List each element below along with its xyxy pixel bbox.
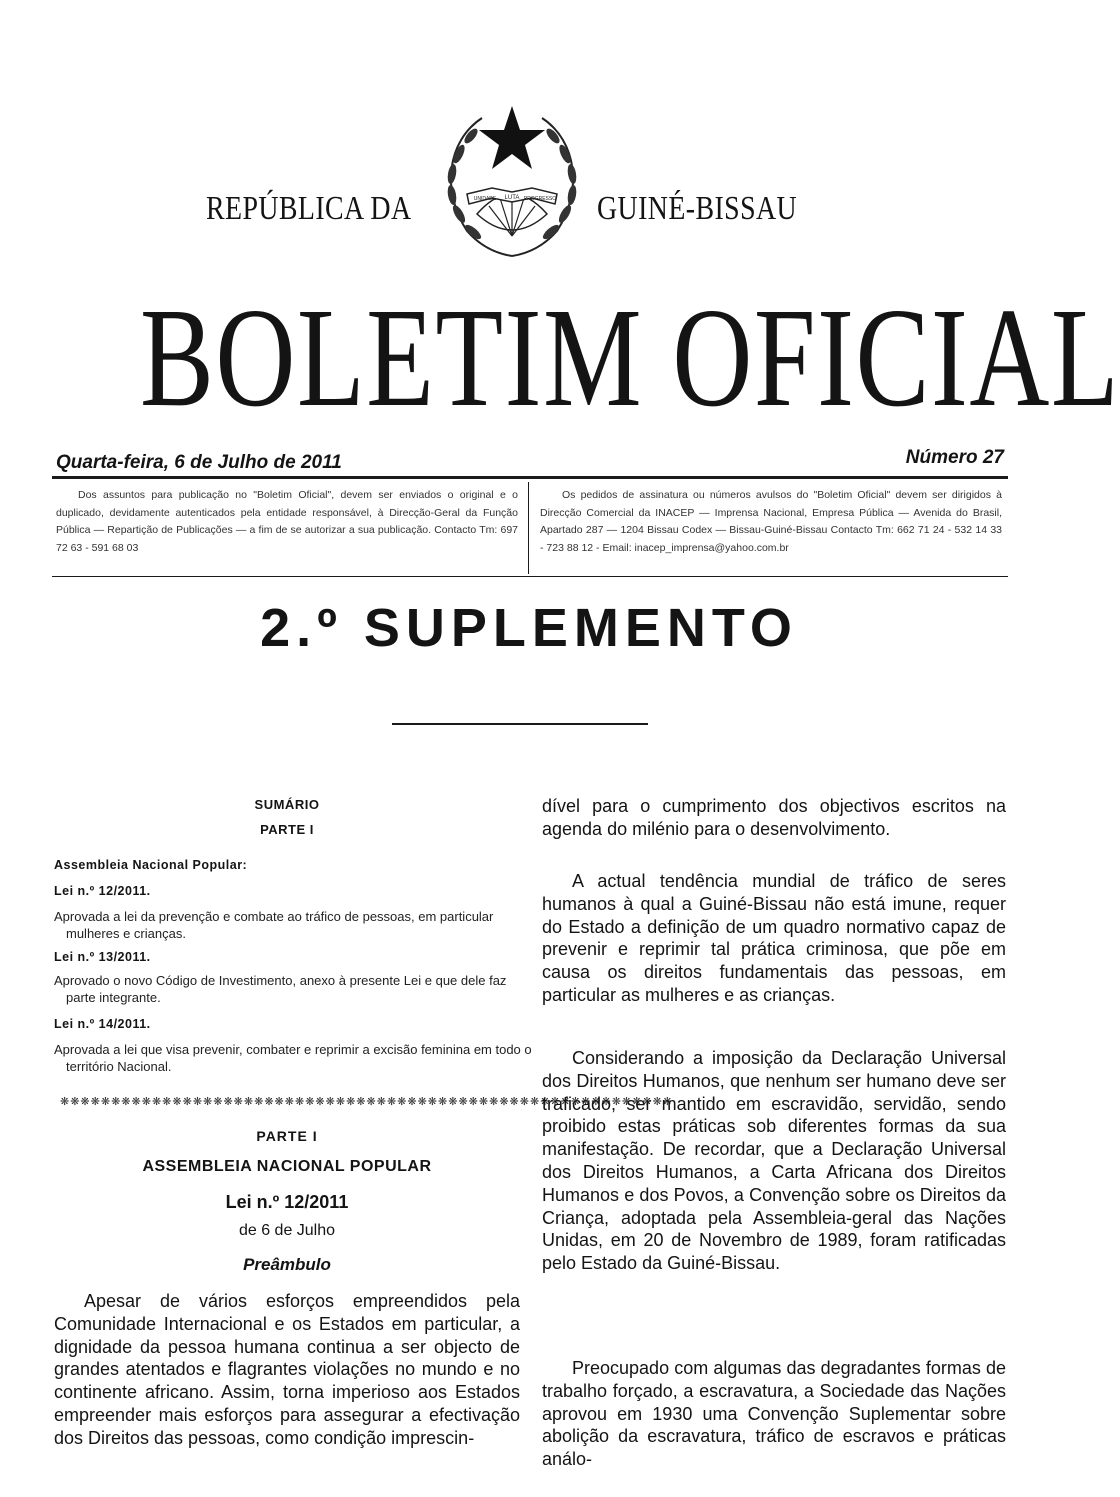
summary-item-text: Aprovado o novo Código de Investimento, anexo à presente Lei e que dele faz parte integrante. [54,973,507,1005]
ornament-divider: ❋❋❋❋❋❋❋❋❋❋❋❋❋❋❋❋❋❋❋❋❋❋❋❋❋❋❋❋❋❋❋❋❋❋❋❋❋❋❋❋❋❋❋❋❋❋❋❋❋❋❋❋❋❋❋❋❋❋❋❋ [60,1096,674,1108]
article-part: PARTE I [256,1128,318,1144]
subscription-info: Os pedidos de assinatura ou números avulsos do "Boletim Oficial" devem ser dirigidos à Direcção Comercial da INACEP — Imprensa Nacional, Empresa Pública — Avenida do Brasil, Apartado 287 — 1204 Bissau Codex — Bissau-Guiné-Bissau Contacto Tm: 662 71 24 - 532 14 33 - 723 88 12 - Email: inacep_imprensa@yahoo.com.br [540,489,1002,554]
summary-org: Assembleia Nacional Popular: [54,858,248,872]
submission-info: Dos assuntos para publicação no "Boletim Oficial", devem ser enviados o original e o duplicado, devidamente autenticados pela entidade responsável, à Direcção-Geral da Função Pública — Repartição de Publicações — a fim de se autorizar a sua publicação. Contacto Tm: 697 72 63 - 591 68 03 [56,489,518,554]
supplement-rule [392,723,648,725]
summary-item-label: Lei n.º 13/2011. [54,950,151,964]
summary-title: SUMÁRIO [254,797,320,812]
emblem-ribbon-right: PROGRESSO [523,196,557,202]
header-rule [52,476,1008,479]
summary-part: PARTE I [260,822,314,837]
info-rule [52,576,1008,577]
article-assembly: ASSEMBLEIA NACIONAL POPULAR [142,1158,432,1175]
preamble-paragraph: dível para o cumprimento dos objectivos escritos na agenda do milénio para o desenvolvimento. [542,796,1006,839]
republic-label-left: REPÚBLICA DA [206,190,412,227]
preamble-paragraph: A actual tendência mundial de tráfico de seres humanos à qual a Guiné-Bissau não está imune, requer do Estado a definição de um quadro normativo capaz de prevenir e reprimir tal prática criminosa, que põe em causa os direitos fundamentais das pessoas, em particular as mulheres e as crianças. [542,871,1006,1005]
summary-item-text: Aprovada a lei que visa prevenir, combater e reprimir a excisão feminina em todo o território Nacional. [54,1042,532,1074]
emblem-ribbon-center: LUTA [504,195,520,201]
summary-item-text: Aprovada a lei da prevenção e combate ao tráfico de pessoas, em particular mulheres e crianças. [54,909,494,941]
article-law-number: Lei n.º 12/2011 [225,1192,349,1212]
issue-date: Quarta-feira, 6 de Julho de 2011 [56,452,342,473]
summary-item-label: Lei n.º 12/2011. [54,884,151,898]
preamble-title: Preâmbulo [243,1255,331,1274]
article-law-date: de 6 de Julho [238,1222,336,1239]
republic-label-right: GUINÉ-BISSAU [597,190,798,227]
masthead-title: BOLETIM OFICIAL [140,278,1120,436]
preamble-paragraph: Apesar de vários esforços empreendidos pela Comunidade Internacional e os Estados em particular, a dignidade da pessoa humana continua a ser objecto de grandes atentados e flagrantes violações no mundo e no continente africano. Assim, torna imperioso aos Estados empreender mais esforços para assegurar a efectivação dos Direitos das pessoas, como condição imprescin- [54,1291,520,1448]
supplement-title: 2.º SUPLEMENTO [260,598,798,658]
issue-number: Número 27 [905,447,1004,468]
preamble-paragraph: Preocupado com algumas das degradantes formas de trabalho forçado, a escravatura, a Sociedade das Nações aprovou em 1930 uma Convenção Suplementar sobre abolição da escravatura, tráfico de escravos e práticas análo- [542,1358,1006,1470]
coat-of-arms-icon [427,96,597,261]
emblem-ribbon-left: UNIDADE [473,196,497,202]
preamble-paragraph: Considerando a imposição da Declaração Universal dos Direitos Humanos, que nenhum ser humano deve ser traficado, ser mantido em escravidão, servidão, sendo proibido estas práticas sob diferentes formas da sua manifestação. De recordar, que a Declaração Universal dos Direitos Humanos, a Carta Africana dos Direitos Humanos e dos Povos, a Convenção sobre os Direitos da Criança, adoptada pela Assembleia-geral das Nações Unidas, em 20 de Novembro de 1989, foram ratificadas pelo Estado da Guiné-Bissau. [542,1048,1006,1274]
summary-item-label: Lei n.º 14/2011. [54,1017,151,1031]
info-divider [528,482,529,574]
